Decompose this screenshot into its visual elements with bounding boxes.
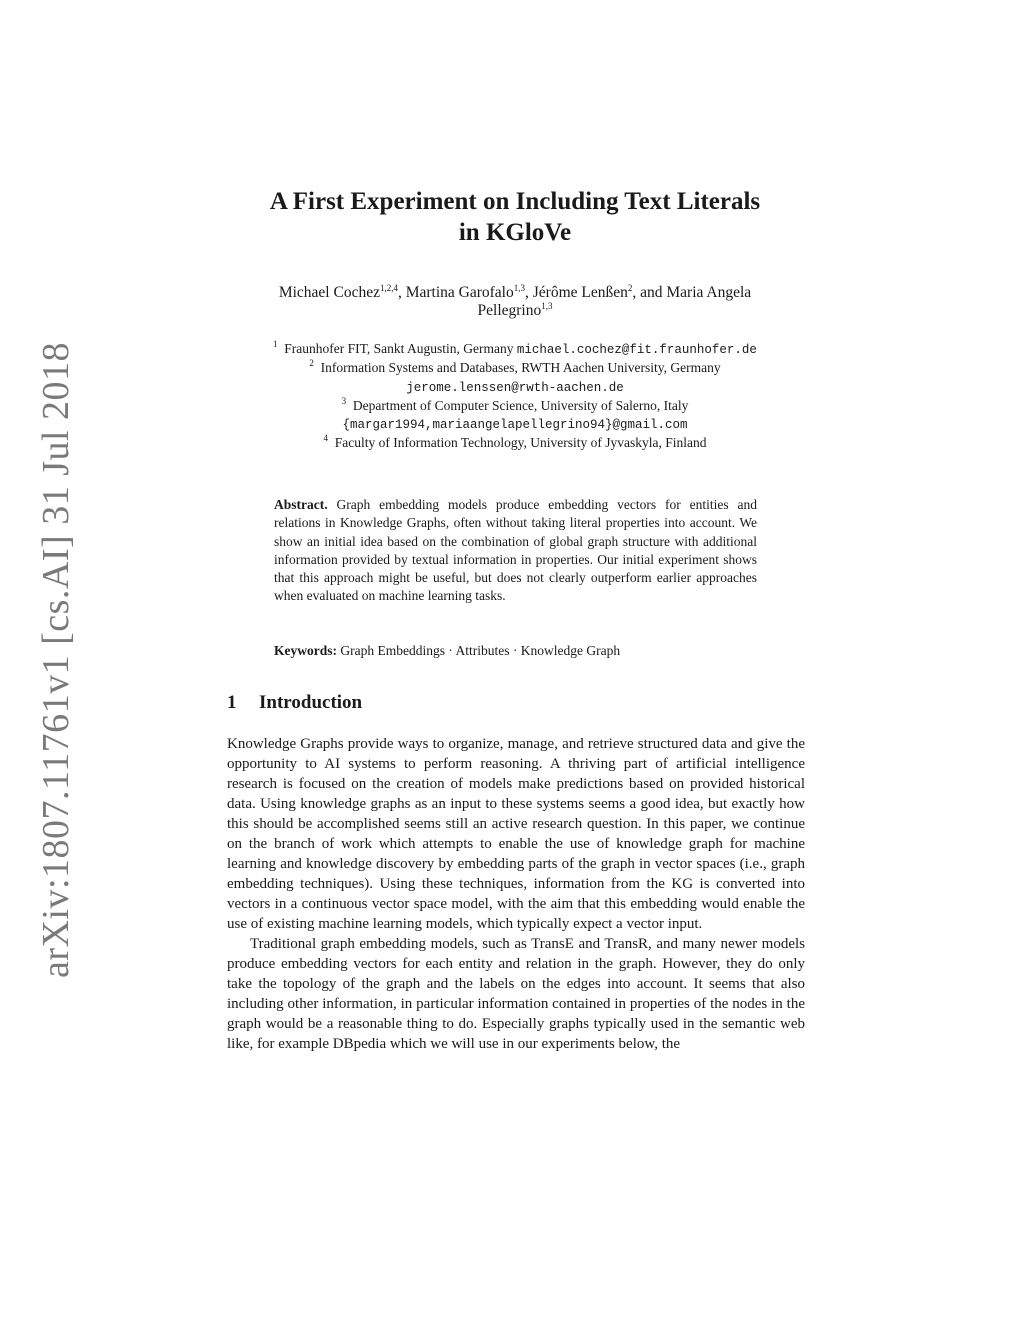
author-email: {margar1994,mariaangelapellegrino94}@gmail.com [342, 418, 688, 433]
section-heading [227, 692, 362, 714]
affiliation-marker: 2 [309, 358, 314, 369]
author-name: and Maria Angela [640, 284, 752, 301]
author-line-1: Michael Cochez$^{1,2,4}$, Martina Garofalo$^{1,3}$, Jérôme Lenßen$^2$, and Maria Angela [278, 283, 752, 301]
affiliation-text: Information Systems and Databases, RWTH Aachen University, Germany [320, 360, 721, 376]
author-name: Jérôme Lenßen [532, 284, 628, 301]
paper-title-line-1: A First Experiment on Including Text Literals [269, 188, 761, 215]
abstract-text: Graph embedding models produce embedding vectors for entities and relations in Knowledge Graphs, often without taking literal properties into account. We show an initial idea based on the combination of global graph structure with additional information provided by textual information in properties. Our initial experiment shows that this approach might be useful, but does not clearly outperform earlier approaches when evaluated on machine learning tasks. [274, 497, 757, 604]
author-affil-marker: 1,2,4 [379, 283, 398, 293]
keywords-text: Graph Embeddings · Attributes · Knowledge Graph [340, 643, 621, 658]
affiliation-marker: 4 [323, 433, 328, 444]
affiliation-text: Fraunhofer FIT, Sankt Augustin, Germany [284, 341, 514, 356]
paper-title [200, 186, 830, 248]
abstract-label: Abstract. [274, 497, 328, 512]
paragraph: Traditional graph embedding models, such as TransE and TransR, and many newer models produce embedding vectors for each entity and relation in the graph. However, they do only take the topology of the graph and the labels on the edges into account. It seems that also including other information, in particular information contained in properties of the nodes in the graph would be a reasonable thing to do. Especially graphs typically used in the semantic web like, for example DBpedia which we will use in our experiments below, the [227, 936, 805, 1052]
paper-title-line-2: in KGloVe [458, 219, 572, 246]
affiliation-text: Faculty of Information Technology, University of Jyvaskyla, Finland [334, 435, 707, 451]
paragraph: Knowledge Graphs provide ways to organize, manage, and retrieve structured data and give the opportunity to AI systems to perform reasoning. A thriving part of artificial intelligence research is focused on the creation of models make predictions based on provided historical data. Using knowledge graphs as an input to these systems seems a good idea, but exactly how this should be accomplished seems still an active research question. In this paper, we continue on the branch of work which attempts to enable the use of knowledge graph for machine learning and knowledge discovery by embedding parts of the graph in vector spaces (i.e., graph embedding techniques). Using these techniques, information from the KG is converted into vectors in a continuous vector space model, with the aim that this embedding would enable the use of existing machine learning models, which typically expect a vector input. [227, 736, 805, 932]
section-number: 1 [227, 692, 237, 713]
author-affil-marker: 1,3 [541, 301, 553, 311]
author-affil-marker: 2 [627, 283, 633, 293]
affiliation-4 [200, 434, 830, 452]
affiliation-2-email [200, 378, 830, 397]
body-text [227, 734, 805, 1054]
author-email: michael.cochez@fit.fraunhofer.de [516, 343, 757, 357]
keywords-label: Keywords: [274, 643, 337, 658]
author-email: jerome.lenssen@rwth-aachen.de [406, 380, 624, 395]
affiliation-marker: 3 [341, 395, 347, 406]
keywords [274, 642, 757, 660]
author-name: Pellegrino [477, 302, 542, 319]
affiliation-marker: 1 [273, 339, 278, 349]
affiliation-3 [200, 397, 830, 415]
section-title: Introduction [259, 692, 363, 713]
arxiv-sidebar-stamp: arXiv:1807.11761v1 [cs.AI] 31 Jul 2018 [35, 341, 77, 979]
affiliation-text: Department of Computer Science, University of Salerno, Italy [352, 397, 689, 413]
author-line-2 [200, 302, 830, 320]
affiliation-1 [200, 340, 830, 359]
author-name: Michael Cochez [278, 284, 380, 301]
author-list [200, 284, 830, 320]
affiliation-3-email [200, 415, 830, 434]
affiliation-2 [200, 359, 830, 377]
affiliation-list [200, 340, 830, 453]
author-affil-marker: 1,3 [513, 283, 525, 293]
abstract [274, 496, 757, 606]
author-name: Martina Garofalo [405, 284, 514, 301]
